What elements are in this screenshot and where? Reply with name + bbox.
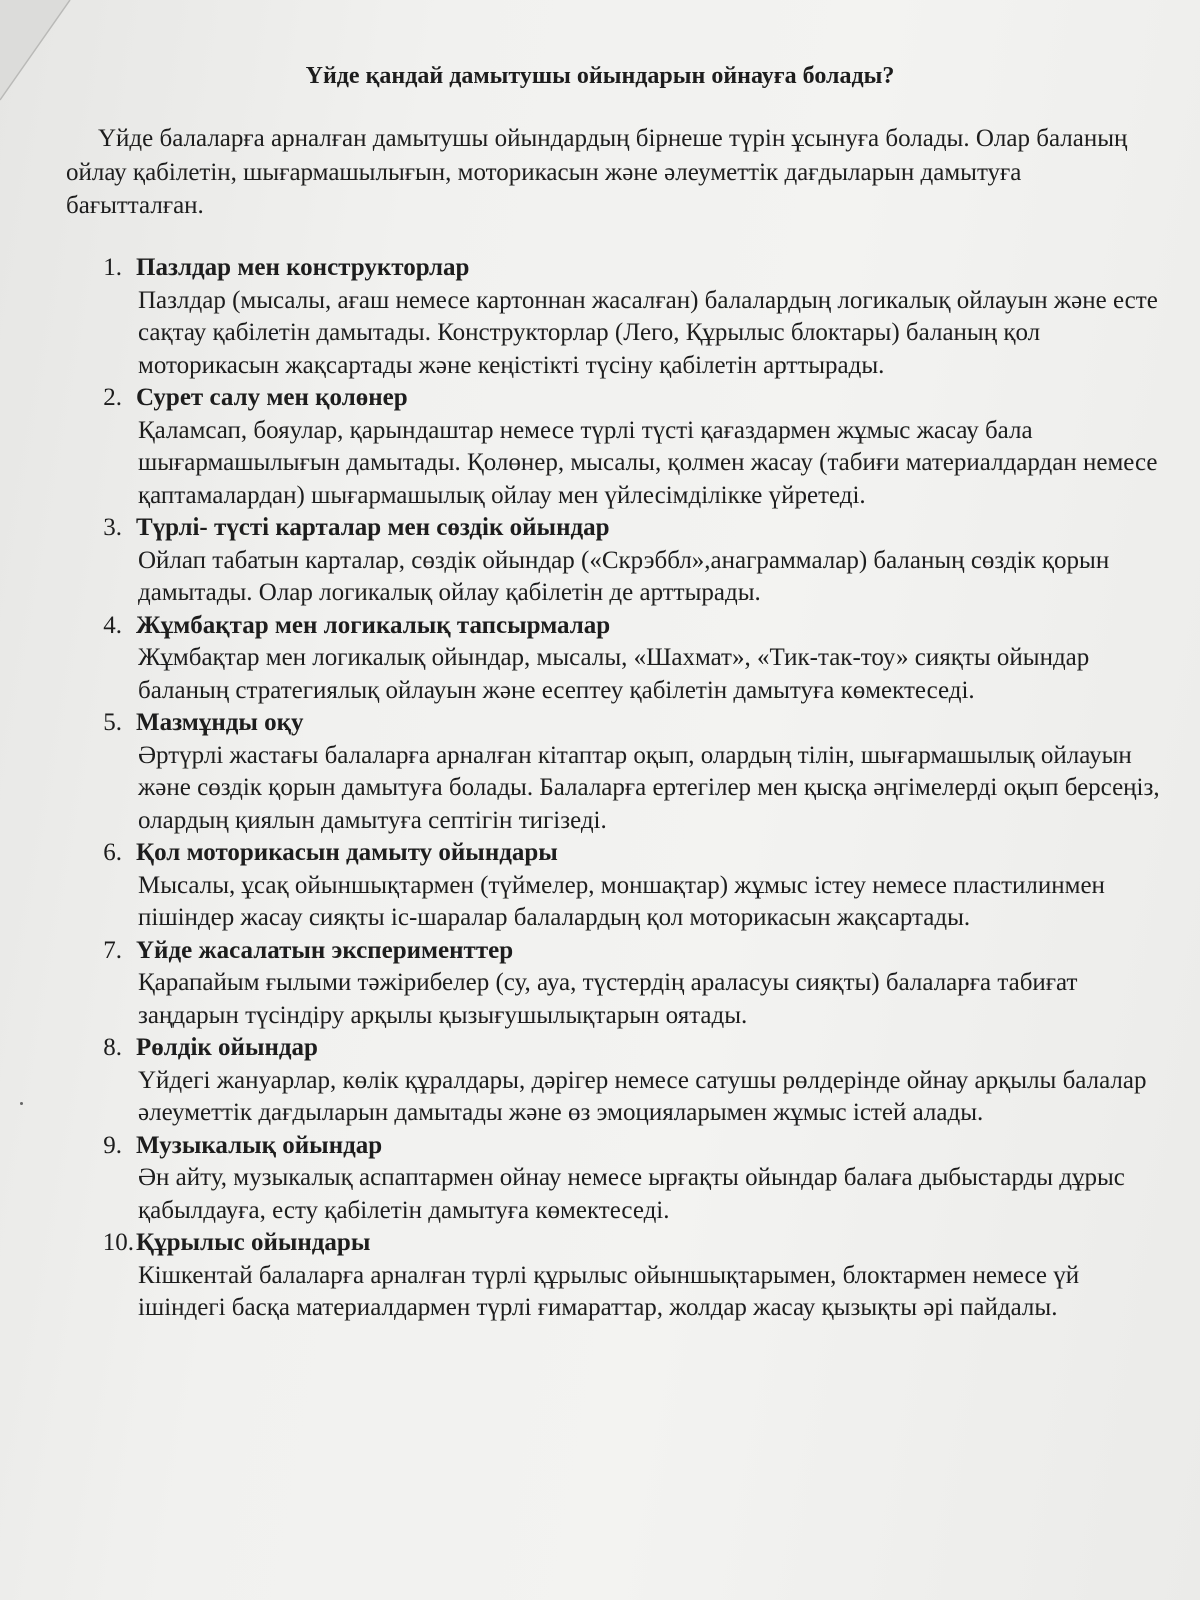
intro-paragraph: Үйде балаларға арналған дамытушы ойындардың бірнеше түрін ұсынуға болады. Олар баланың ойлау қабілетін, шығармашылығын, моторикасын және әлеуметтік дағдыларын дамытуға бағытталған. — [66, 125, 1128, 219]
item-number: 10. — [102, 1229, 134, 1256]
item-title: Мазмұнды оқу — [136, 709, 304, 736]
games-list — [82, 252, 1162, 1325]
list-item — [82, 1130, 1162, 1228]
item-number: 7. — [103, 936, 122, 964]
item-number: 3. — [103, 514, 122, 541]
item-number: 9. — [103, 1131, 122, 1159]
item-number: 2. — [103, 384, 122, 411]
list-item — [82, 610, 1162, 708]
list-item — [82, 1032, 1162, 1130]
list-item — [82, 935, 1162, 1033]
list-item — [82, 707, 1162, 837]
item-description: Үйдегі жануарлар, көлік құралдары, дәрігер немесе сатушы рөлдерінде ойнау арқылы балалар әлеуметтік дағдыларын дамытады және өз эмоцияларымен жұмыс істей алады. — [138, 1066, 1147, 1126]
item-description: Ән айту, музыкалық аспаптармен ойнау немесе ырғақты ойындар балаға дыбыстарды дұрыс қабылдауға, есту қабілетін дамытуға көмектеседі. — [138, 1164, 1125, 1224]
item-number: 6. — [103, 839, 122, 866]
list-item — [82, 1227, 1162, 1325]
item-title: Түрлі- түсті карталар мен сөздік ойындар — [136, 514, 610, 541]
item-title: Сурет салу мен қолөнер — [136, 384, 408, 411]
item-description: Кішкентай балаларға арналған түрлі құрылыс ойыншықтарымен, блоктармен немесе үй ішіндегі басқа материалдармен түрлі ғимараттар, жолдар жасау қызықты әрі пайдалы. — [138, 1261, 1080, 1321]
item-description: Әртүрлі жастағы балаларға арналған кітаптар оқып, олардың тілін, шығармашылық ойлауын және сөздік қорын дамытуға болады. Балаларға ертегілер мен қысқа әңгімелерді оқып берсеңіз, олардың қиялын дамытуға септігін тигізеді. — [138, 741, 1160, 834]
list-item — [82, 252, 1162, 382]
document-title: Үйде қандай дамытушы ойындарын ойнауға болады? — [305, 63, 895, 89]
item-description: Жұмбақтар мен логикалық ойындар, мысалы, «Шахмат», «Тик-так-тоу» сияқты ойындар баланың стратегиялық ойлауын және есептеу қабілетін дамытуға көмектеседі. — [138, 644, 1090, 704]
item-number: 8. — [103, 1034, 122, 1061]
list-item — [82, 512, 1162, 610]
item-title: Пазлдар мен конструкторлар — [136, 254, 470, 281]
item-description: Қаламсап, бояулар, қарындаштар немесе түрлі түсті қағаздармен жұмыс жасау бала шығармашылығын дамытады. Қолөнер, мысалы, қолмен жасау (табиғи материалдардан немесе қаптамалардан) шығармашылық ойлау мен үйлесімділікке үйретеді. — [138, 416, 1158, 509]
paper-speck — [20, 1102, 23, 1105]
item-title: Құрылыс ойындары — [136, 1229, 371, 1256]
item-title: Қол моторикасын дамыту ойындары — [136, 839, 558, 866]
item-number: 1. — [103, 254, 122, 281]
page-corner-fold — [0, 0, 90, 110]
item-description: Мысалы, ұсақ ойыншықтармен (түймелер, моншақтар) жұмыс істеу немесе пластилинмен пішіндер жасау сияқты іс-шаралар балалардың қол моторикасын жақсартады. — [138, 871, 1105, 931]
item-description: Ойлап табатын карталар, сөздік ойындар («Скрэббл»,анаграммалар) баланың сөздік қорын дамытады. Олар логикалық ойлау қабілетін де арттырады. — [138, 546, 1110, 606]
item-title: Жұмбақтар мен логикалық тапсырмалар — [136, 611, 611, 639]
item-description: Қарапайым ғылыми тәжірибелер (су, ауа, түстердің араласуы сияқты) балаларға табиғат заңдарын түсіндіру арқылы қызығушылықтарын оятады. — [138, 969, 1078, 1029]
item-title: Рөлдік ойындар — [136, 1034, 318, 1061]
item-number: 5. — [103, 709, 122, 736]
item-title: Үйде жасалатын эксперименттер — [136, 936, 514, 964]
item-title: Музыкалық ойындар — [136, 1131, 383, 1159]
list-item — [82, 837, 1162, 935]
list-item — [82, 382, 1162, 512]
item-description: Пазлдар (мысалы, ағаш немесе картоннан жасалған) балалардың логикалық ойлауын және есте сақтау қабілетін дамытады. Конструкторлар (Лего, Құрылыс блоктары) баланың қол моторикасын жақсартады және кеңістікті түсіну қабілетін арттырады. — [138, 286, 1158, 379]
item-number: 4. — [103, 611, 122, 639]
